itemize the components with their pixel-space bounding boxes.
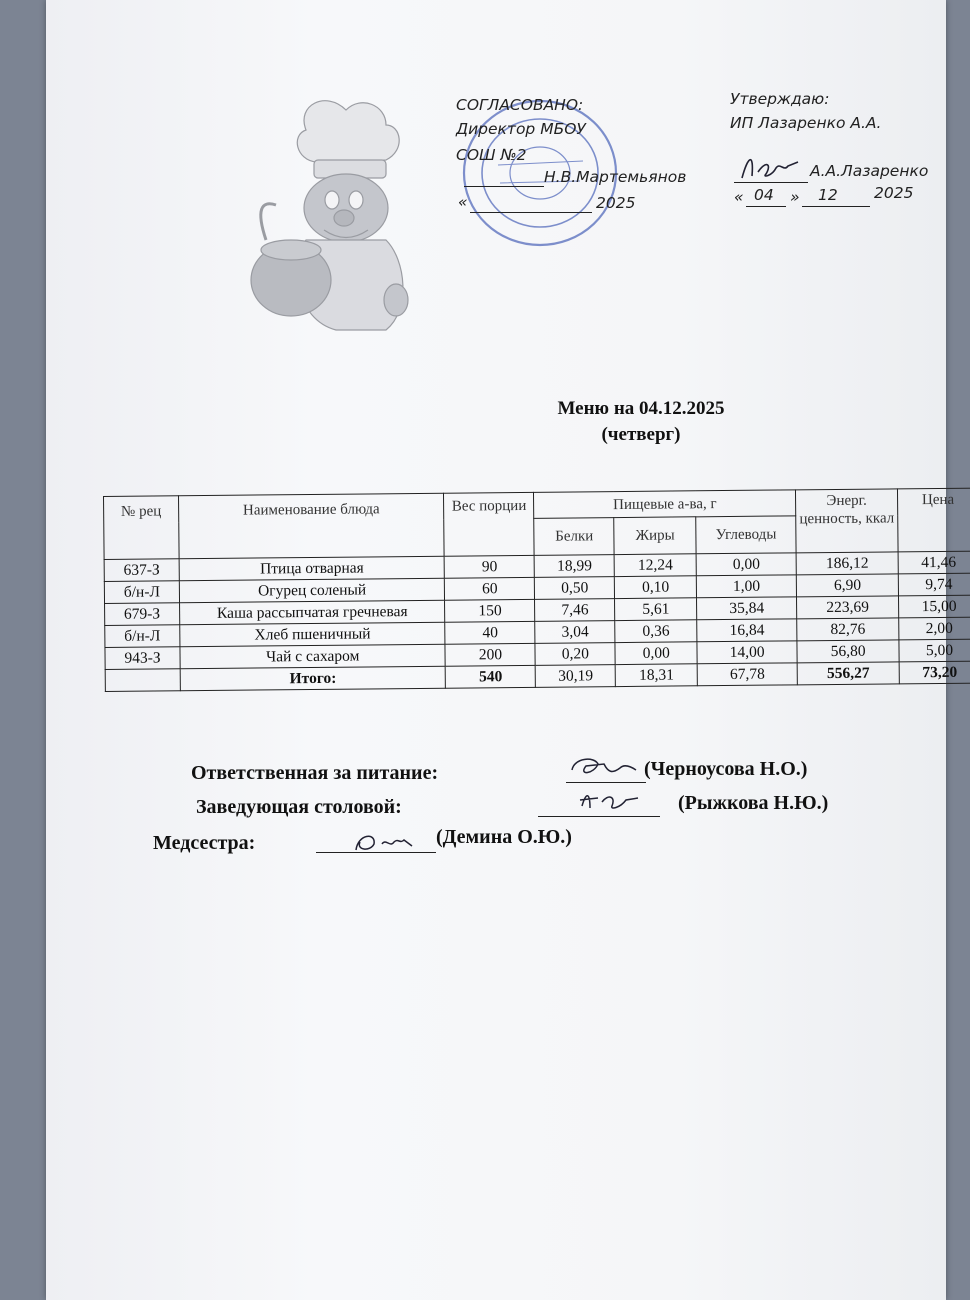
canteen-head-label: Заведующая столовой:: [196, 796, 402, 818]
cell-fat: 0,00: [615, 642, 697, 665]
canteen-signature-line: [538, 816, 660, 817]
total-protein: 30,19: [536, 665, 616, 688]
cell-carbs: 1,00: [696, 575, 796, 598]
canteen-signature: [576, 786, 646, 814]
cell-energy: 56,80: [797, 640, 899, 663]
header-energy: Энерг. ценность, ккал: [796, 489, 899, 553]
chef-illustration: [236, 90, 426, 340]
approved-name: А.А.Лазаренко: [810, 162, 929, 180]
cell-rec: 637-З: [104, 559, 179, 582]
cell-rec: 679-З: [105, 603, 180, 626]
total-carbs: 67,78: [697, 663, 797, 686]
approved-title: Утверждаю:: [730, 90, 830, 108]
header-weight: Вес порции: [444, 492, 535, 556]
document-page: [46, 0, 958, 1300]
cell-weight: 40: [445, 621, 535, 644]
menu-title-block: [476, 396, 806, 448]
cell-fat: 5,61: [615, 598, 697, 621]
agreed-year: 2025: [596, 194, 636, 212]
cell-rec: б/н-Л: [104, 581, 179, 604]
cell-price: 2,00: [899, 617, 970, 640]
approved-day-line: [746, 206, 786, 207]
cell-dish-name: Чай с сахаром: [180, 644, 446, 669]
total-energy: 556,27: [797, 662, 899, 685]
cell-carbs: 35,84: [697, 597, 797, 620]
agreed-title: СОГЛАСОВАНО:: [456, 96, 584, 114]
approved-signature: [736, 148, 812, 184]
cell-dish-name: Птица отварная: [179, 556, 445, 581]
nurse-name: (Демина О.Ю.): [436, 826, 572, 848]
cell-price: 41,46: [898, 551, 970, 574]
cell-rec: 943-З: [105, 647, 180, 670]
cell-price: 5,00: [899, 639, 970, 662]
cell-protein: 0,20: [535, 643, 615, 666]
cell-weight: 90: [445, 555, 535, 578]
header-fat: Жиры: [614, 517, 696, 555]
total-weight: 540: [446, 665, 536, 688]
agreed-name: Н.В.Мартемьянов: [544, 168, 687, 186]
menu-title: Меню на 04.12.2025: [557, 398, 725, 419]
total-price: 73,20: [899, 661, 970, 684]
cell-protein: 7,46: [535, 599, 615, 622]
cell-weight: 150: [445, 599, 535, 622]
cell-protein: 0,50: [535, 577, 615, 600]
cell-dish-name: Огурец соленый: [179, 578, 445, 603]
menu-table: [103, 488, 970, 692]
cell-energy: 6,90: [796, 574, 898, 597]
header-dish-name: Наименование блюда: [178, 493, 444, 559]
agreed-position: Директор МБОУ: [456, 120, 586, 138]
cell-carbs: 0,00: [696, 553, 796, 576]
approved-month: 12: [818, 186, 838, 204]
cell-protein: 18,99: [534, 555, 614, 578]
cell-weight: 200: [445, 643, 535, 666]
cell-dish-name: Хлеб пшеничный: [180, 622, 446, 647]
nurse-label: Медсестра:: [153, 832, 256, 854]
cell-fat: 0,10: [615, 576, 697, 599]
agreed-date-line: [470, 212, 592, 213]
total-fat: 18,31: [615, 664, 697, 687]
cell-price: 15,00: [899, 595, 970, 618]
approved-date-close: »: [790, 188, 800, 206]
cell-energy: 82,76: [797, 618, 899, 641]
cell-fat: 0,36: [615, 620, 697, 643]
header-price: Цена: [897, 488, 970, 552]
nurse-signature: [346, 826, 426, 854]
cell-dish-name: Каша рассыпчатая гречневая: [179, 600, 445, 625]
total-label: Итого:: [180, 666, 446, 691]
cell-rec: б/н-Л: [105, 625, 180, 648]
header-nutrients: Пищевые а-ва, г: [534, 490, 796, 519]
approved-year: 2025: [874, 184, 914, 202]
approved-month-line: [802, 206, 870, 207]
cell-carbs: 14,00: [697, 641, 797, 664]
agreed-signature-line: [464, 186, 544, 187]
nutrition-responsible-name: (Черноусова Н.О.): [644, 758, 808, 780]
approved-day: 04: [754, 186, 774, 204]
cell-empty: [105, 669, 180, 692]
cell-weight: 60: [445, 577, 535, 600]
cell-price: 9,74: [898, 573, 970, 596]
approved-date-open: «: [734, 188, 744, 206]
cell-energy: 186,12: [796, 552, 898, 575]
header-carbs: Углеводы: [696, 516, 796, 554]
cell-fat: 12,24: [614, 554, 696, 577]
nutrition-responsible-label: Ответственная за питание:: [191, 762, 439, 784]
cell-carbs: 16,84: [697, 619, 797, 642]
canteen-head-name: (Рыжкова Н.Ю.): [678, 792, 829, 814]
header-protein: Белки: [534, 518, 614, 556]
agreed-date-quote: «: [458, 193, 468, 211]
cell-protein: 3,04: [535, 621, 615, 644]
agreed-school: СОШ №2: [456, 146, 527, 164]
menu-weekday: (четверг): [601, 424, 681, 445]
header-rec: № рец: [104, 496, 179, 560]
cell-energy: 223,69: [797, 596, 899, 619]
approved-company: ИП Лазаренко А.А.: [730, 114, 882, 132]
nutrition-signature: [564, 752, 644, 784]
